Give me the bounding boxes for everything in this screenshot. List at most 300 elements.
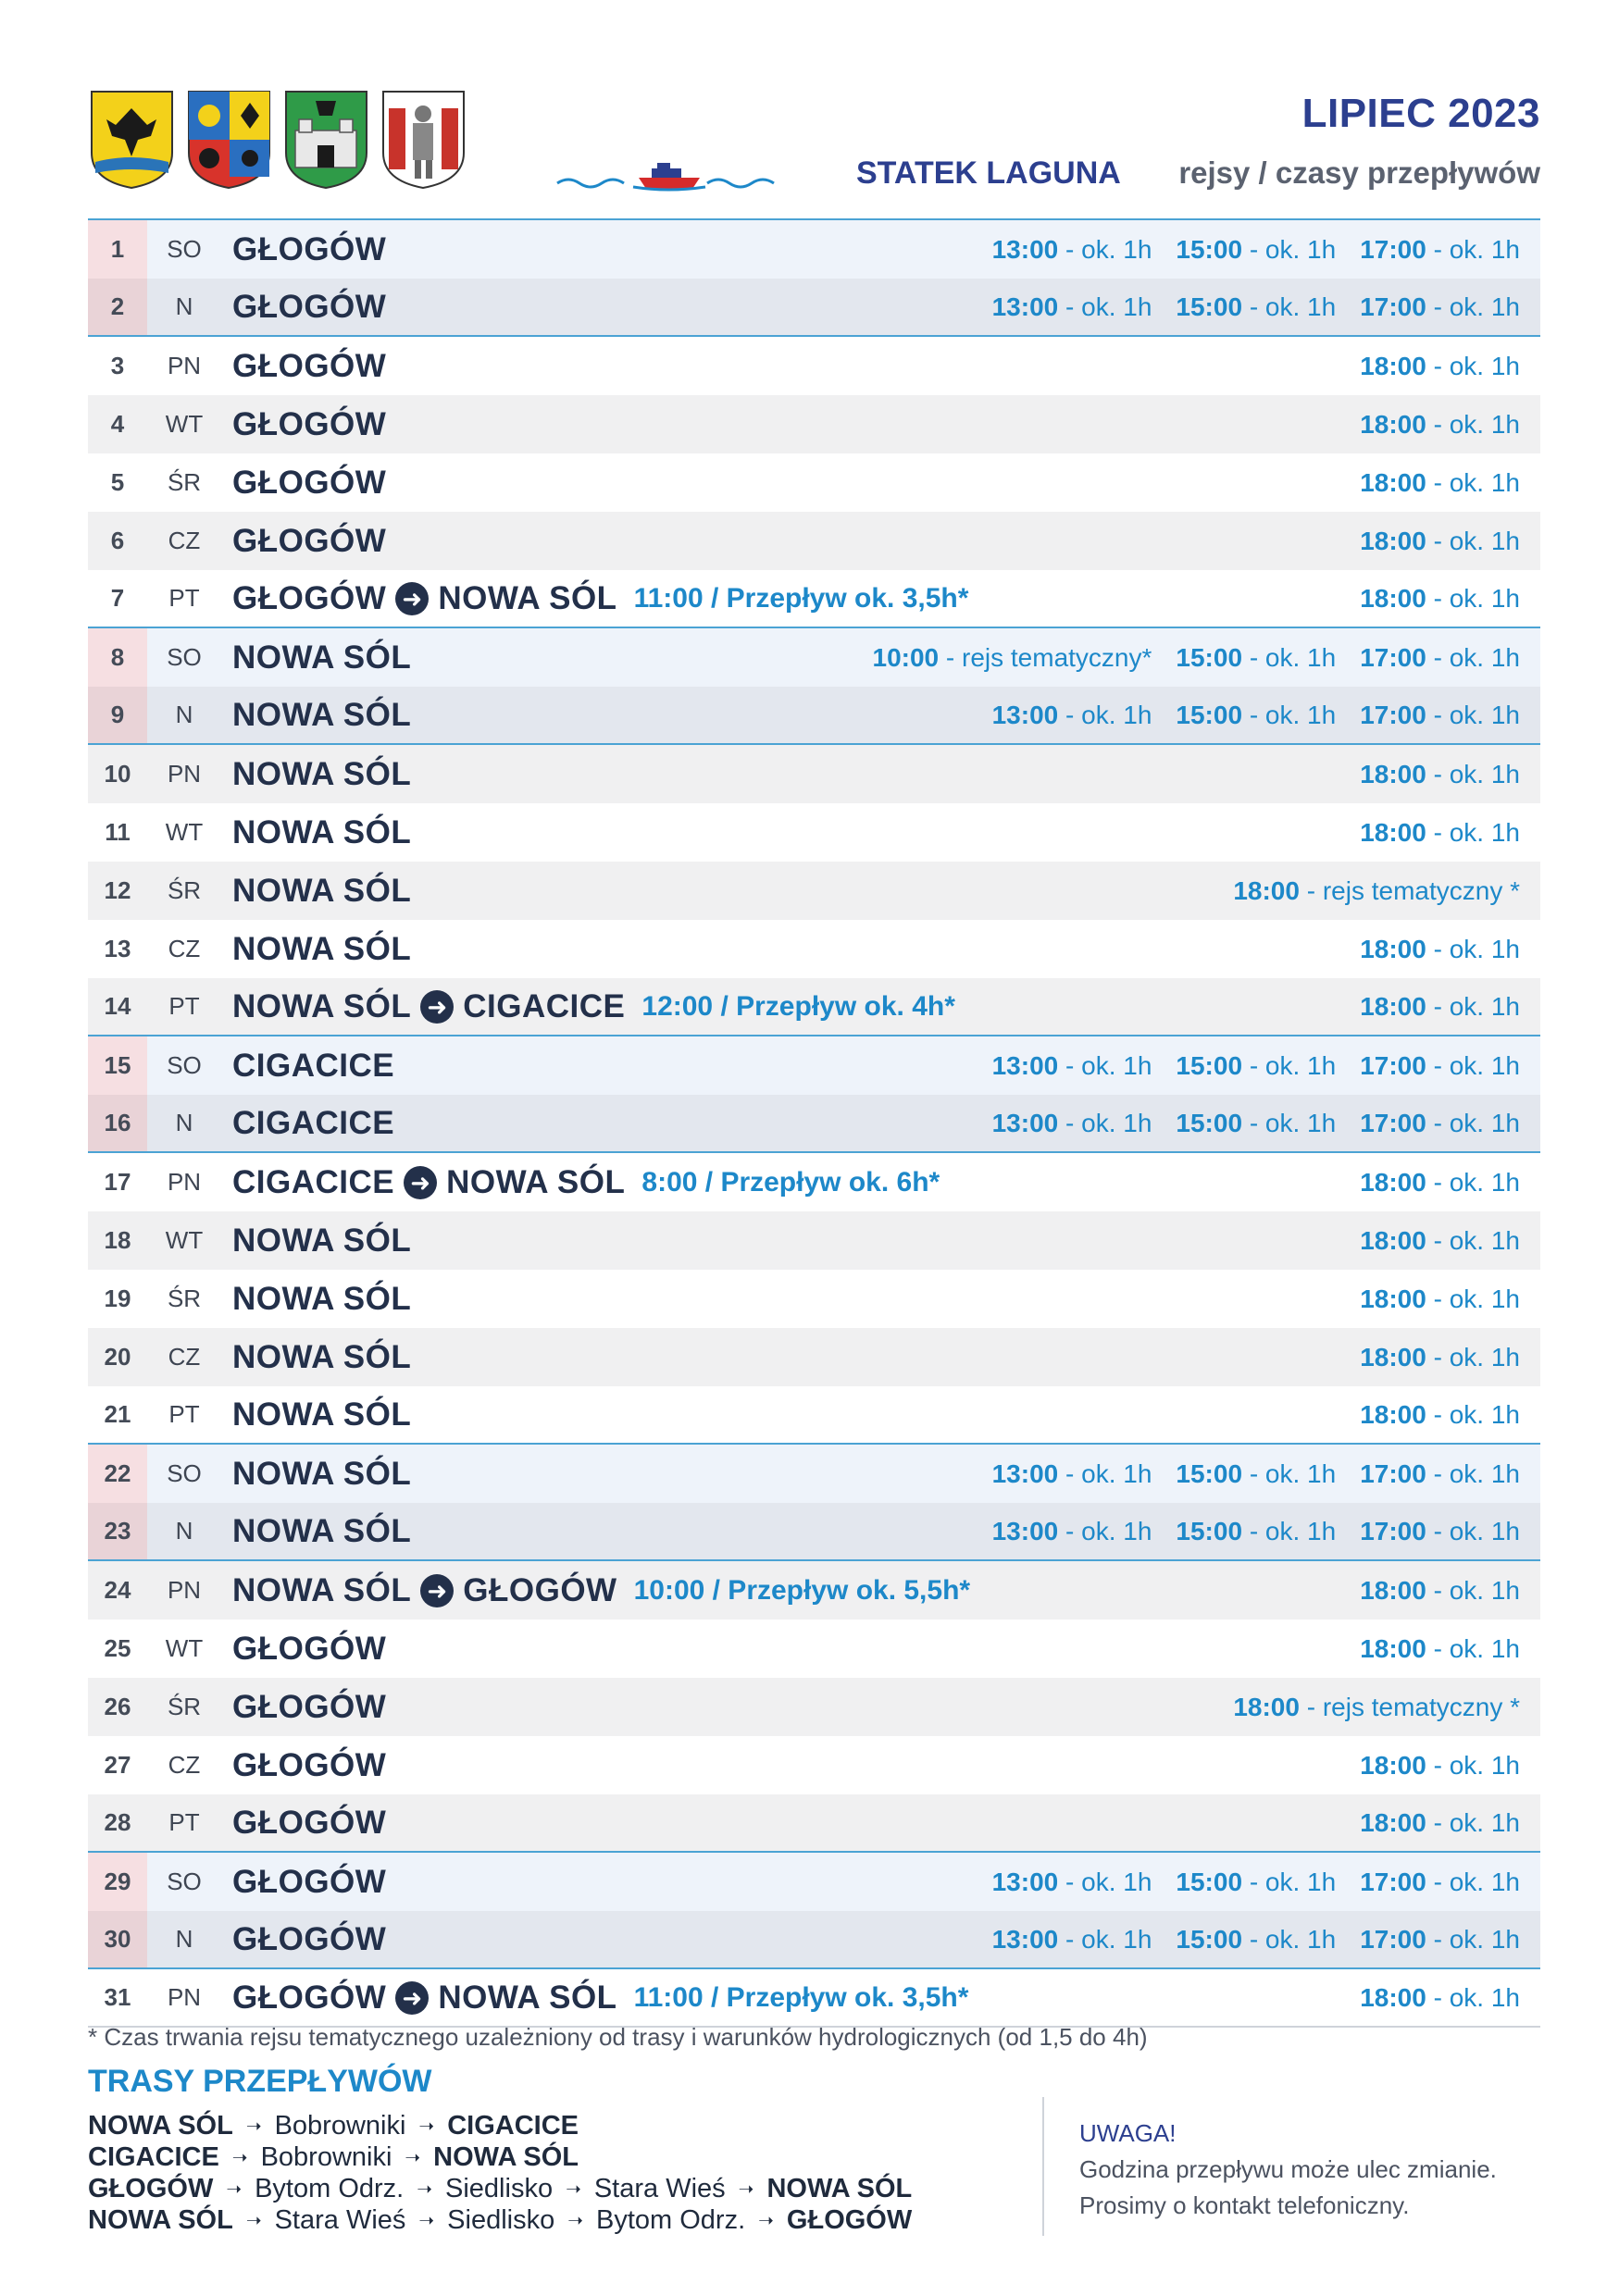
cruise-time: 17:00 [1360, 1867, 1426, 1896]
cruise-time: 18:00 [1233, 875, 1300, 905]
cruise-slot [1360, 1226, 1520, 1256]
city-name: GŁOGÓW [232, 1920, 387, 1957]
cruise-note: - ok. 1h [1065, 1516, 1152, 1545]
cruise-time: 15:00 [1176, 1108, 1243, 1137]
day-number: 25 [104, 1634, 131, 1662]
cruise-note: - ok. 1h [1433, 1458, 1520, 1488]
cruise-slot [1176, 1459, 1336, 1489]
cruise-slot [1360, 818, 1520, 848]
route [221, 348, 386, 385]
routes-title: TRASY PRZEPŁYWÓW [88, 2064, 432, 2099]
cruise-time: 17:00 [1360, 234, 1426, 264]
small-arrow-icon: ➝ [226, 2178, 243, 2200]
city-name: GŁOGÓW [232, 288, 387, 325]
route [221, 1805, 386, 1842]
cruise-slot [992, 1459, 1152, 1489]
cruise-time: 17:00 [1360, 1108, 1426, 1137]
city-name: CIGACICE [463, 987, 626, 1024]
table-row [88, 745, 1540, 803]
cruise-times [1336, 803, 1520, 862]
city-name: GŁOGÓW [232, 1746, 387, 1783]
day-number: 5 [110, 468, 125, 496]
weekday: N [175, 701, 193, 728]
route [221, 1222, 411, 1260]
cruise-note: - ok. 1h [1433, 1284, 1520, 1313]
cruise-times [1209, 862, 1520, 920]
weekday: PN [167, 1983, 202, 2011]
cruise-time: 10:00 [872, 642, 940, 672]
cruise-note: - ok. 1h [1433, 1750, 1520, 1780]
cruise-time: 15:00 [1176, 642, 1243, 672]
cruise-time: 17:00 [1360, 700, 1426, 729]
small-arrow-icon: ➝ [231, 2147, 248, 2168]
city-name: NOWA SÓL [232, 1222, 412, 1259]
table-row [88, 1503, 1540, 1561]
city-name: GŁOGÓW [232, 522, 387, 559]
cruise-time: 15:00 [1176, 1050, 1243, 1080]
cruise-times [1336, 512, 1520, 570]
route [221, 1689, 386, 1726]
day-number: 24 [104, 1576, 131, 1604]
cruise-note: - ok. 1h [1433, 234, 1520, 264]
weekday: ŚR [167, 1693, 202, 1720]
cruise-slot [1360, 1285, 1520, 1314]
cruise-note: - ok. 1h [1249, 292, 1337, 321]
table-row [88, 862, 1540, 920]
cruise-time: 13:00 [991, 1516, 1059, 1545]
transfer-info: 8:00 / Przepływ ok. 6h* [641, 1166, 940, 1198]
route [221, 231, 386, 268]
table-row [88, 1620, 1540, 1678]
city-name: NOWA SÓL [438, 1979, 617, 2016]
cruise-slot [1360, 1576, 1520, 1606]
cruise-slot [1360, 1400, 1520, 1430]
subtitle: rejsy / czasy przepływów [1178, 155, 1540, 190]
day-number: 4 [110, 410, 125, 438]
cruise-time: 15:00 [1176, 1924, 1243, 1954]
notice-line: Godzina przepływu może ulec zmianie. [1079, 2155, 1497, 2183]
cruise-times [1336, 1386, 1520, 1443]
cruise-slot [992, 1109, 1152, 1138]
cruise-slot [1360, 1109, 1520, 1138]
crest-glogow-county-icon [88, 88, 176, 192]
cruise-note: - ok. 1h [1065, 1924, 1152, 1954]
city-name: NOWA SÓL [232, 696, 412, 733]
cruise-times [1336, 1328, 1520, 1386]
route [221, 1921, 386, 1958]
ship-name: STATEK LAGUNA [856, 155, 1121, 191]
day-number: 14 [104, 992, 131, 1020]
weekday: PT [168, 992, 200, 1020]
cruise-times [1336, 453, 1520, 512]
cruise-slot [1233, 1693, 1520, 1722]
city-name: NOWA SÓL [232, 1571, 412, 1608]
cruise-times [968, 220, 1520, 279]
cruise-slot [1360, 1517, 1520, 1546]
cruise-slot [1360, 1634, 1520, 1664]
table-row [88, 570, 1540, 628]
route-stop: NOWA SÓL [88, 2110, 233, 2141]
route [221, 756, 411, 793]
route [221, 814, 411, 851]
arrow-right-icon: ➜ [404, 1166, 437, 1199]
cruise-time: 18:00 [1360, 1982, 1426, 2012]
table-row [88, 220, 1540, 279]
transfer-info: 11:00 / Przepływ ok. 3,5h* [633, 1981, 969, 2013]
cruise-times [1336, 337, 1520, 395]
weekday: SO [167, 1868, 202, 1895]
route [221, 1048, 394, 1085]
day-number: 30 [88, 1911, 147, 1967]
route [221, 988, 955, 1025]
crest-knight-icon [380, 88, 467, 192]
cruise-times [1336, 920, 1520, 978]
weekday: WT [165, 410, 204, 438]
cruise-times [1336, 745, 1520, 803]
cruise-note: - ok. 1h [1065, 292, 1152, 321]
cruise-note: - ok. 1h [1065, 1458, 1152, 1488]
cruise-slot [1176, 1051, 1336, 1081]
cruise-time: 17:00 [1360, 292, 1426, 321]
route [221, 1513, 411, 1550]
city-name: NOWA SÓL [232, 1396, 412, 1433]
transfer-info: 10:00 / Przepływ ok. 5,5h* [633, 1574, 971, 1606]
cruise-note: - ok. 1h [1433, 1167, 1520, 1197]
cruise-time: 13:00 [991, 292, 1059, 321]
day-number: 7 [110, 584, 125, 612]
cruise-time: 18:00 [1360, 1807, 1426, 1837]
weekday: SO [167, 235, 202, 263]
small-arrow-icon: ➝ [566, 2178, 581, 2200]
cruise-times [1336, 1153, 1520, 1211]
day-number: 31 [104, 1983, 131, 2011]
route-stop: NOWA SÓL [433, 2141, 579, 2172]
cruise-note: - ok. 1h [1433, 526, 1520, 555]
small-arrow-icon: ➝ [738, 2178, 754, 2200]
cruise-note: - ok. 1h [1065, 1050, 1152, 1080]
weekday: WT [165, 818, 204, 846]
weekday: PN [167, 1168, 202, 1196]
cruise-slot [1360, 1168, 1520, 1198]
day-number: 16 [88, 1095, 147, 1151]
cruise-note: - ok. 1h [1249, 1458, 1337, 1488]
weekday: PN [167, 760, 202, 788]
cruise-slot [992, 701, 1152, 730]
cruise-slot [1360, 1925, 1520, 1955]
table-row [88, 803, 1540, 862]
day-number: 3 [110, 352, 125, 379]
route-line [88, 2141, 912, 2173]
table-row [88, 1853, 1540, 1911]
route-stop: Bytom Odrz. [596, 2204, 746, 2235]
city-name: GŁOGÓW [232, 1688, 387, 1725]
city-name: NOWA SÓL [232, 930, 412, 967]
cruise-time: 18:00 [1360, 1399, 1426, 1429]
cruise-slot [1360, 1983, 1520, 2013]
cruise-time: 15:00 [1176, 1867, 1243, 1896]
crest-city-icon [185, 88, 273, 192]
route-line [88, 2110, 912, 2141]
cruise-note: - ok. 1h [1249, 1050, 1337, 1080]
cruise-time: 18:00 [1360, 1750, 1426, 1780]
cruise-time: 17:00 [1360, 1458, 1426, 1488]
cruise-note: - ok. 1h [1433, 934, 1520, 963]
route [221, 1456, 411, 1493]
weekday: SO [167, 643, 202, 671]
day-number: 8 [88, 628, 147, 687]
weekday: CZ [168, 527, 201, 554]
table-row [88, 395, 1540, 453]
cruise-time: 15:00 [1176, 234, 1243, 264]
day-number: 11 [105, 818, 131, 846]
cruise-slot [1176, 235, 1336, 265]
city-name: NOWA SÓL [446, 1163, 626, 1200]
cruise-slot [1360, 1459, 1520, 1489]
cruise-time: 15:00 [1176, 1516, 1243, 1545]
cruise-time: 15:00 [1176, 700, 1243, 729]
cruise-note: - ok. 1h [1249, 1924, 1337, 1954]
cruise-slot [1360, 235, 1520, 265]
table-row [88, 1911, 1540, 1969]
cruise-note: - ok. 1h [1433, 642, 1520, 672]
route [221, 1572, 970, 1609]
table-row [88, 1561, 1540, 1620]
schedule-table [88, 218, 1540, 2028]
cruise-note: - ok. 1h [1433, 1633, 1520, 1663]
cruise-times [968, 1503, 1520, 1559]
route [221, 1980, 968, 2017]
city-name: GŁOGÓW [232, 230, 387, 267]
table-row [88, 279, 1540, 337]
cruise-time: 17:00 [1360, 1924, 1426, 1954]
route [221, 873, 411, 910]
cruise-time: 18:00 [1360, 583, 1426, 613]
route [221, 1396, 411, 1433]
table-row [88, 1386, 1540, 1445]
cruise-slot [992, 292, 1152, 322]
weekday: PT [168, 1400, 200, 1428]
city-name: GŁOGÓW [232, 405, 387, 442]
cruise-note: - ok. 1h [1433, 1575, 1520, 1605]
cruise-note: - rejs tematyczny * [1306, 1692, 1520, 1721]
weekday: N [175, 292, 193, 320]
cruise-times [1336, 1620, 1520, 1678]
day-number: 9 [88, 687, 147, 743]
table-row [88, 1328, 1540, 1386]
cruise-time: 15:00 [1176, 1458, 1243, 1488]
cruise-note: - ok. 1h [1249, 700, 1337, 729]
day-number: 29 [88, 1853, 147, 1911]
cruise-times [968, 1095, 1520, 1151]
cruise-time: 18:00 [1360, 409, 1426, 439]
route-stop: Stara Wieś [274, 2204, 406, 2235]
table-row [88, 1736, 1540, 1794]
city-name: CIGACICE [232, 1163, 395, 1200]
weekday: WT [165, 1226, 204, 1254]
day-number: 17 [104, 1168, 131, 1196]
city-name: GŁOGÓW [463, 1571, 617, 1608]
day-number: 19 [104, 1285, 131, 1312]
cruise-slot [1360, 468, 1520, 498]
route [221, 1281, 411, 1318]
cruise-note: - ok. 1h [1065, 1108, 1152, 1137]
route [221, 406, 386, 443]
day-number: 15 [88, 1036, 147, 1095]
cruise-slot [1360, 352, 1520, 381]
city-name: NOWA SÓL [232, 1338, 412, 1375]
weekday: N [175, 1517, 193, 1545]
cruise-time: 18:00 [1360, 1167, 1426, 1197]
cruise-time: 18:00 [1233, 1692, 1300, 1721]
cruise-slot [992, 235, 1152, 265]
cruise-time: 17:00 [1360, 1516, 1426, 1545]
cruise-slot [1360, 935, 1520, 964]
day-number: 2 [88, 279, 147, 335]
small-arrow-icon: ➝ [245, 2116, 262, 2137]
cruise-note: - ok. 1h [1249, 1108, 1337, 1137]
weekday: WT [165, 1634, 204, 1662]
cruise-times [968, 1445, 1520, 1503]
cruise-note: - ok. 1h [1433, 351, 1520, 380]
weekday: SO [167, 1459, 202, 1487]
route-stop: CIGACICE [447, 2110, 579, 2141]
city-name: GŁOGÓW [232, 464, 387, 501]
cruise-times [1336, 395, 1520, 453]
cruise-time: 13:00 [991, 1458, 1059, 1488]
table-row [88, 628, 1540, 687]
city-name: NOWA SÓL [232, 1455, 412, 1492]
city-name: NOWA SÓL [232, 813, 412, 850]
day-number: 20 [104, 1343, 131, 1371]
city-name: NOWA SÓL [232, 872, 412, 909]
cruise-time: 18:00 [1360, 1575, 1426, 1605]
city-name: CIGACICE [232, 1104, 395, 1141]
weekday: PN [167, 352, 202, 379]
weekday: CZ [168, 935, 201, 962]
arrow-right-icon: ➜ [420, 990, 454, 1024]
cruise-time: 13:00 [991, 1867, 1059, 1896]
weekday: ŚR [167, 876, 202, 904]
route-stop: Stara Wieś [593, 2173, 726, 2203]
routes-list [88, 2110, 912, 2236]
table-row [88, 1095, 1540, 1153]
table-row [88, 337, 1540, 395]
ship-waves-icon [555, 159, 782, 192]
cruise-note: - rejs tematyczny * [1306, 875, 1520, 905]
cruise-slot [1360, 292, 1520, 322]
route [221, 1164, 940, 1201]
cruise-times [1336, 570, 1520, 627]
day-number: 13 [104, 935, 131, 962]
cruise-note: - ok. 1h [1433, 1399, 1520, 1429]
weekday: N [175, 1109, 193, 1136]
cruise-note: - ok. 1h [1065, 700, 1152, 729]
cruise-times [968, 279, 1520, 335]
arrow-right-icon: ➜ [395, 582, 429, 615]
small-arrow-icon: ➝ [418, 2210, 435, 2231]
city-name: GŁOGÓW [232, 579, 387, 616]
cruise-slot [1176, 1925, 1336, 1955]
cruise-slot [1176, 1109, 1336, 1138]
cruise-times [1336, 1736, 1520, 1794]
cruise-note: - ok. 1h [1065, 1867, 1152, 1896]
cruise-slot [1360, 1051, 1520, 1081]
weekday: CZ [168, 1751, 201, 1779]
cruise-times [968, 1911, 1520, 1967]
weekday: CZ [168, 1343, 201, 1371]
day-number: 10 [104, 760, 131, 788]
small-arrow-icon: ➝ [417, 2178, 433, 2200]
cruise-slot [1360, 527, 1520, 556]
cruise-slot [1176, 701, 1336, 730]
city-name: GŁOGÓW [232, 1979, 387, 2016]
route [221, 1339, 411, 1376]
cruise-slot [992, 1051, 1152, 1081]
city-name: GŁOGÓW [232, 347, 387, 384]
table-row [88, 920, 1540, 978]
cruise-times [849, 628, 1521, 687]
route-line [88, 2204, 912, 2236]
cruise-slot [1176, 1868, 1336, 1897]
route-stop: CIGACICE [88, 2141, 219, 2172]
cruise-time: 13:00 [991, 700, 1059, 729]
city-name: NOWA SÓL [232, 1280, 412, 1317]
transfer-info: 11:00 / Przepływ ok. 3,5h* [633, 582, 969, 614]
divider [1042, 2097, 1044, 2236]
notice-title: UWAGA! [1079, 2119, 1177, 2147]
route [221, 931, 411, 968]
month-title: LIPIEC 2023 [1301, 91, 1540, 136]
city-name: NOWA SÓL [232, 755, 412, 792]
day-number: 27 [104, 1751, 131, 1779]
cruise-slot [1360, 1808, 1520, 1838]
transfer-info: 12:00 / Przepływ ok. 4h* [641, 990, 955, 1022]
city-name: NOWA SÓL [232, 1512, 412, 1549]
route [221, 465, 386, 502]
cruise-times [1336, 1561, 1520, 1620]
cruise-slot [1360, 1751, 1520, 1781]
arrow-right-icon: ➜ [420, 1574, 454, 1607]
cruise-time: 18:00 [1360, 1284, 1426, 1313]
route-stop: NOWA SÓL [766, 2173, 913, 2203]
crest-nowa-sol-icon [282, 88, 370, 192]
route [221, 1105, 394, 1142]
cruise-time: 18:00 [1360, 1633, 1426, 1663]
table-row [88, 1794, 1540, 1853]
table-row [88, 1153, 1540, 1211]
route-stop: Bobrowniki [260, 2141, 392, 2172]
cruise-time: 13:00 [991, 1108, 1059, 1137]
cruise-slot [1233, 876, 1520, 906]
table-row [88, 453, 1540, 512]
cruise-time: 13:00 [991, 234, 1059, 264]
route-stop: GŁOGÓW [88, 2173, 214, 2203]
small-arrow-icon: ➝ [405, 2147, 421, 2168]
small-arrow-icon: ➝ [245, 2210, 262, 2231]
route-stop: Siedlisko [445, 2173, 554, 2203]
table-row [88, 1678, 1540, 1736]
cruise-note: - ok. 1h [1433, 759, 1520, 788]
cruise-note: - ok. 1h [1249, 1516, 1337, 1545]
weekday: SO [167, 1051, 202, 1079]
route-stop: Siedlisko [447, 2204, 555, 2235]
cruise-note: - ok. 1h [1433, 1807, 1520, 1837]
cruise-times [1336, 978, 1520, 1035]
cruise-note: - ok. 1h [1433, 1050, 1520, 1080]
table-row [88, 1270, 1540, 1328]
route [221, 639, 411, 676]
route [221, 1631, 386, 1668]
